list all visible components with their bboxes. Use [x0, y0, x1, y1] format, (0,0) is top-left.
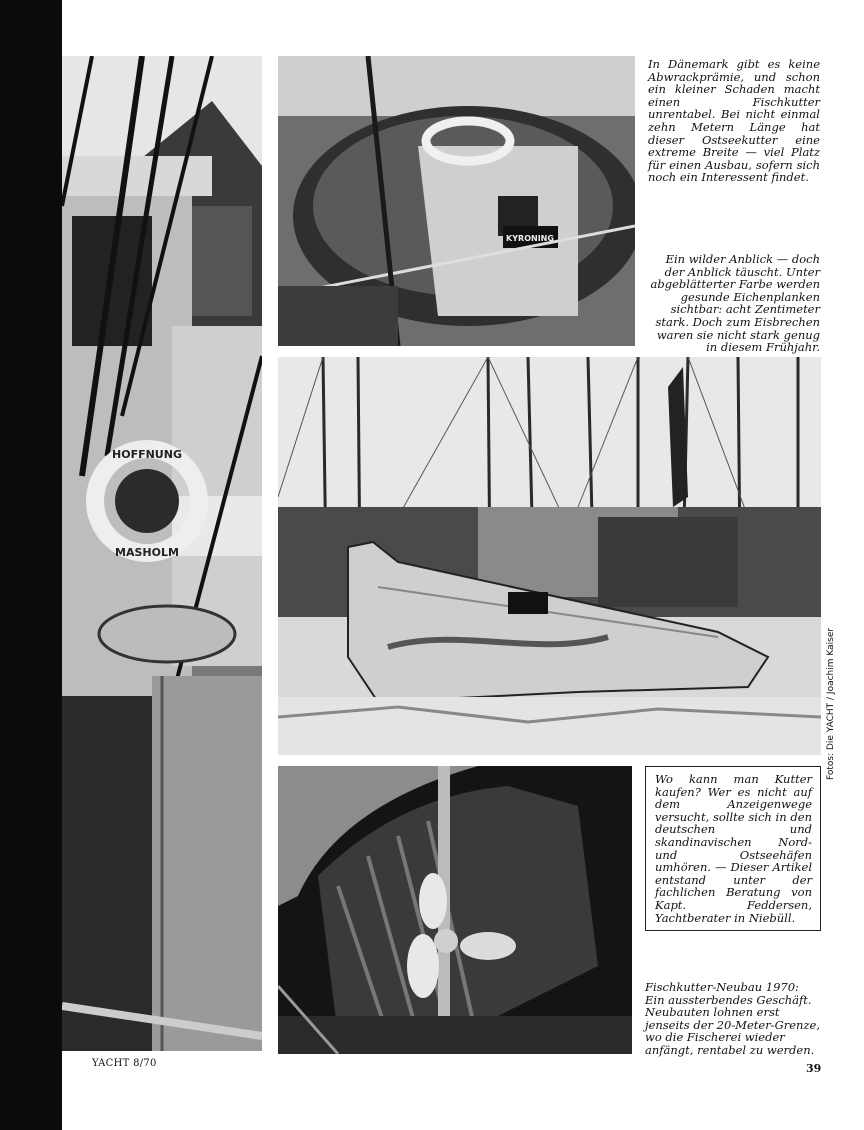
footer-magazine-issue: YACHT 8/70 — [92, 1058, 157, 1069]
photo-lifebuoy-boat-image — [62, 56, 262, 1051]
page-spine-shadow — [0, 0, 62, 1130]
caption-wrecked-cutter: In Dänemark gibt es keine Abwrackprämie, und schon ein kleiner Schaden macht einen Fischkutter unrentabel. Bei nicht einmal zehn Metern Länge hat dieser Ostseekutter eine extreme Breite — viel Platz für einen Ausbau, sofern sich noch ein Interessent findet. — [648, 57, 820, 185]
page-number: 39 — [806, 1062, 822, 1075]
caption-icy-harbor: Ein wilder Anblick — doch der Anblick täuscht. Unter abgeblätterter Farbe werden gesunde Eichenplanken sichtbar: acht Zentimeter stark. Doch zum Eisbrechen waren sie nicht stark genug in diesem Frühjahr. — [650, 252, 820, 355]
photo-lifebuoy-boat — [62, 56, 262, 1051]
photo-wrecked-cutter — [278, 56, 635, 346]
photo-credit: Fotos: Die YACHT / Joachim Kaiser — [826, 627, 836, 780]
lifebuoy-bottom-text: MASHOLM — [115, 546, 179, 559]
lifebuoy-top-text: HOFFNUNG — [112, 448, 182, 461]
boat-plate-text: KYRONING — [506, 234, 554, 243]
caption-new-hull: Fischkutter-Neubau 1970: Ein aussterbendes Geschäft. Neubauten lohnen erst jenseits der 20-Meter-Grenze, wo die Fischerei wieder anfängt, rentabel zu werden. — [645, 980, 820, 1057]
photo-new-hull — [278, 766, 632, 1054]
photo-icy-harbor — [278, 357, 821, 755]
photo-new-hull-image — [278, 766, 632, 1054]
photo-icy-harbor-image — [278, 357, 821, 755]
boxed-info-caption: Wo kann man Kutter kaufen? Wer es nicht auf dem Anzeigenwege versucht, sollte sich in den deutschen und skandinavischen Nord- und Ostseehäfen umhören. — Dieser Artikel entstand unter der fachlichen Beratung von Kapt. Feddersen, Yachtberater in Niebüll. — [645, 766, 821, 931]
photo-wrecked-cutter-image — [278, 56, 635, 346]
